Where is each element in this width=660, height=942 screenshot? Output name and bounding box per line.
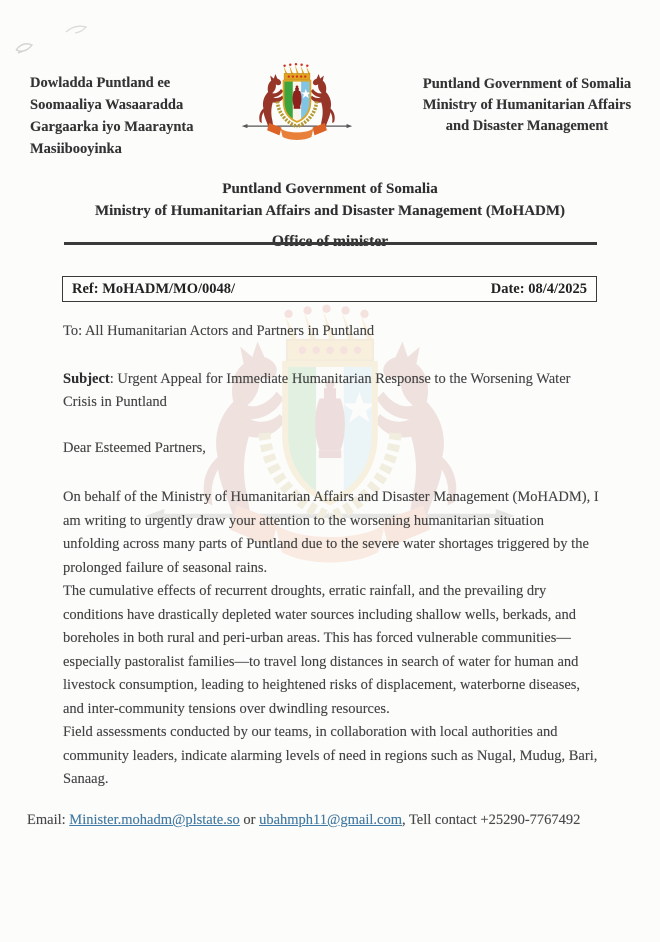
letterhead-somali-line: Soomaaliya Wasaaradda — [30, 97, 184, 113]
ref-number: Ref: MoHADM/MO/0048/ — [72, 280, 236, 297]
pencil-scribble-icon — [8, 10, 128, 65]
org-title-line2: Ministry of Humanitarian Affairs and Disaster Management (MoHADM) — [94, 203, 566, 219]
letterhead-somali-line: Gargaarka iyo Maaraynta — [30, 119, 194, 135]
contact-footer — [27, 812, 637, 829]
subject-text: : Urgent Appeal for Immediate Humanitarian Response to the Worsening Water Crisis in Puntland — [63, 370, 571, 410]
body-paragraph: Field assessments conducted by our teams, in collaboration with local authorities and community leaders, indicate alarming levels of need in regions such as Nugal, Mudug, Bari, Sanaag. — [63, 724, 598, 787]
contact-tail: , Tell contact +25290-7767492 — [401, 812, 581, 828]
letterhead-somali-line: Masiibooyinka — [30, 141, 122, 157]
letter-body — [63, 320, 603, 792]
subject-label: Subject — [63, 370, 110, 387]
letterhead-english-line: and Disaster Management — [445, 118, 609, 134]
body-paragraph: The cumulative effects of recurrent droughts, erratic rainfall, and the prevailing dry conditions have drastically depleted water sources including shallow wells, berkads, and boreholes in both rural and peri-urban areas. This has forced vulnerable communities—especially pastoralist families—to travel long distances in search of water for human and livestock consumption, leading to heightened risks of displacement, waterborne diseases, and inter-community tensions over dwindling resources. — [63, 583, 581, 717]
body-paragraph: On behalf of the Ministry of Humanitarian Affairs and Disaster Management (MoHADM), I am writing to urgently draw your attention to the worsening humanitarian situation unfolding across many parts of Puntland due to the severe water shortages triggered by the prolonged failure of seasonal rains. — [63, 489, 599, 576]
letterhead-english-line: Ministry of Humanitarian Affairs — [422, 97, 632, 113]
reference-box — [62, 276, 597, 302]
coat-of-arms-icon — [240, 58, 354, 158]
to-line: To: All Humanitarian Actors and Partners in Puntland — [63, 323, 375, 339]
letter-date: Date: 08/4/2025 — [490, 280, 587, 297]
email-label: Email: — [27, 812, 70, 828]
letterhead-somali-title — [30, 72, 230, 160]
email-link-secondary[interactable]: ubahmph11@gmail.com — [259, 812, 402, 828]
salutation: Dear Esteemed Partners, — [63, 439, 206, 456]
subject-line — [63, 368, 603, 415]
header-divider — [64, 242, 597, 245]
email-link-primary[interactable]: Minister.mohadm@plstate.so — [69, 812, 240, 828]
org-title-line1: Puntland Government of Somalia — [222, 181, 438, 197]
email-separator: or — [239, 812, 260, 828]
letterhead-somali-line: Dowladda Puntland ee — [30, 75, 171, 91]
letterhead-english-line: Puntland Government of Somalia — [422, 76, 632, 92]
letterhead-english-title — [402, 74, 652, 137]
